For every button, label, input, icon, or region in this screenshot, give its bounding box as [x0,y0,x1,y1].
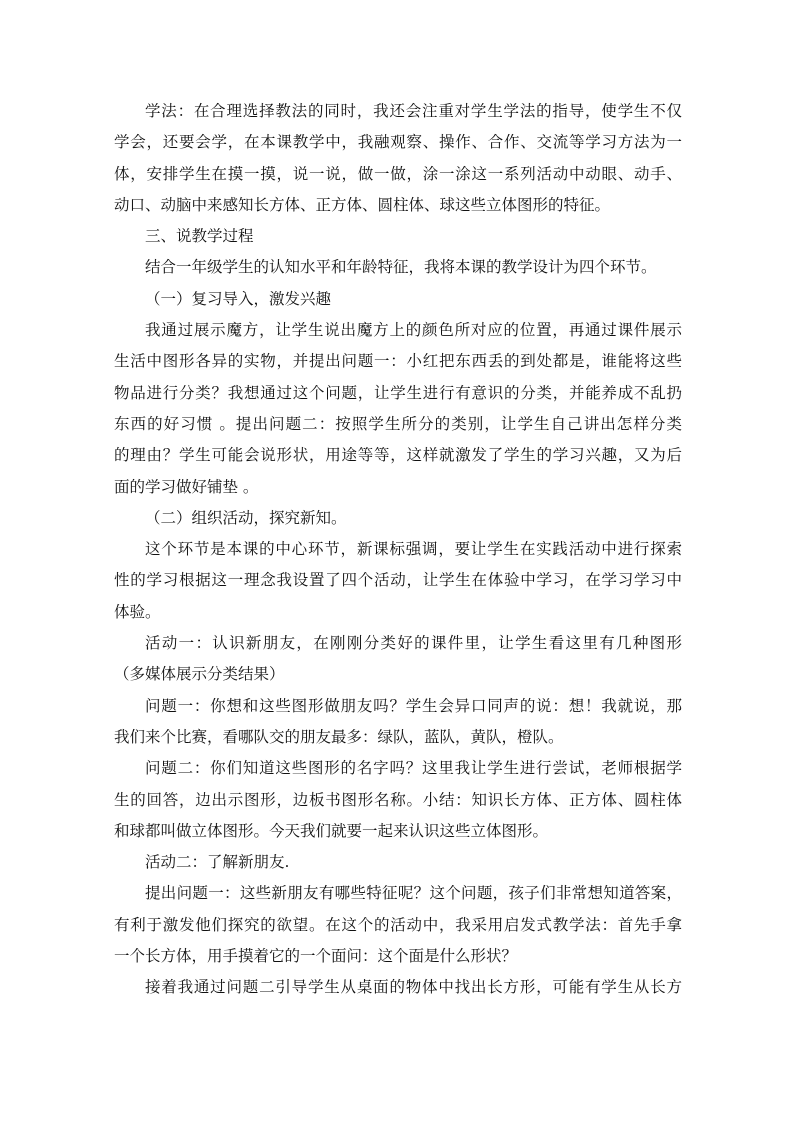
paragraph-line: 学法：在合理选择教法的同时，我还会注重对学生学法的指导，使学生不仅 [145,102,682,120]
paragraph-line: 体验。 [114,602,161,621]
paragraph-line: 提出问题一：这些新朋友有哪些特征呢？这个问题，孩子们非常想知道答案， [145,884,682,903]
paragraph-line: 学会，还要会学，在本课教学中，我融观察、操作、合作、交流等学习方法为一 [114,133,682,152]
paragraph-line: 和球都叫做立体图形。今天我们就要一起来认识这些立体图形。 [114,821,549,840]
paragraph-line: 东西的好习惯 。提出问题二：按照学生所分的类别，让学生自己讲出怎样分类 [114,414,682,433]
paragraph-line: 物品进行分类？我想通过这个问题，让学生进行有意识的分类，并能养成不乱扔 [114,383,682,402]
paragraph-line: 活动一：认识新朋友，在刚刚分类好的课件里，让学生看这里有几种图形 [145,634,682,653]
section-heading: 三、说教学过程 [145,227,254,246]
paragraph-line: 体，安排学生在摸一摸，说一说，做一做，涂一涂这一系列活动中动眼、动手、 [114,164,682,183]
subsection-heading: （二）组织活动，探究新知。 [145,508,347,527]
paragraph-line: 面的学习做好铺垫 。 [114,477,259,496]
paragraph-line: 我通过展示魔方，让学生说出魔方上的颜色所对应的位置，再通过课件展示 [145,321,682,340]
paragraph-line: 结合一年级学生的认知水平和年龄特征，我将本课的教学设计为四个环节。 [145,258,657,277]
paragraph-line: 性的学习根据这一理念我设置了四个活动，让学生在体验中学习，在学习学习中 [114,571,682,590]
paragraph-line: 的理由？学生可能会说形状，用途等等，这样就激发了学生的学习兴趣，又为后 [114,446,682,465]
paragraph-line: 我们来个比赛，看哪队交的朋友最多：绿队，蓝队，黄队，橙队。 [114,727,564,746]
paragraph-line: 有利于激发他们探究的欲望。在这个的活动中，我采用启发式教学法：首先手拿 [114,915,682,934]
paragraph-line: 问题一：你想和这些图形做朋友吗？学生会异口同声的说：想！我就说，那 [145,696,682,715]
paragraph-line: 生活中图形各异的实物，并提出问题一：小红把东西丢的到处都是，谁能将这些 [114,352,682,371]
paragraph-line: 生的回答，边出示图形，边板书图形名称。小结：知识长方体、正方体、圆柱体 [114,790,682,809]
paragraph-line: （多媒体展示分类结果） [114,665,285,684]
paragraph-line: 动口、动脑中来感知长方体、正方体、圆柱体、球这些立体图形的特征。 [114,195,611,214]
paragraph-line: 接着我通过问题二引导学生从桌面的物体中找出长方形，可能有学生从长方 [145,978,682,997]
subsection-heading: （一）复习导入，激发兴趣 [145,289,332,308]
paragraph-line: 活动二：了解新朋友. [145,853,290,872]
paragraph-line: 一个长方体，用手摸着它的一个面问：这个面是什么形状？ [114,947,518,966]
paragraph-line: 这个环节是本课的中心环节，新课标强调，要让学生在实践活动中进行探索 [145,540,682,559]
document-body [114,96,682,1004]
paragraph-line: 问题二：你们知道这些图形的名字吗？这里我让学生进行尝试，老师根据学 [145,759,682,778]
